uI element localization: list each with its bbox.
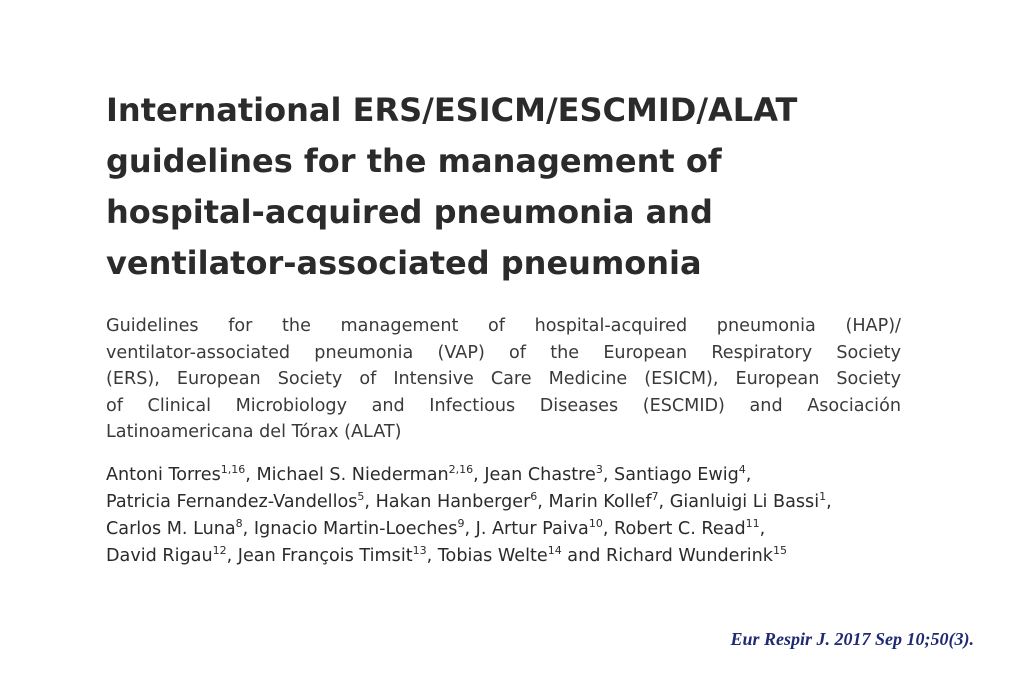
author-name: Marin Kollef: [548, 492, 652, 512]
author-name: Carlos M. Luna: [106, 519, 236, 539]
author-name: Ignacio Martin-Loeches: [253, 519, 458, 539]
author-separator: ,: [602, 519, 615, 539]
author-separator: ,: [826, 492, 832, 512]
title-line: hospital-acquired pneumonia and: [106, 193, 713, 231]
author-affiliation: 7: [651, 490, 659, 503]
author-separator: ,: [473, 465, 485, 485]
author-affiliation: 5: [357, 490, 365, 503]
author-name: Michael S. Niederman: [256, 465, 449, 485]
author-affiliation: 2,16: [448, 463, 474, 476]
author: [670, 492, 826, 512]
author-affiliation: 10: [588, 517, 603, 530]
subtitle-line: (ERS), European Society of Intensive Care Medicine (ESICM), European Society: [106, 369, 901, 389]
author-name: Jean Chastre: [484, 465, 596, 485]
subtitle-line: Latinoamericana del Tórax (ALAT): [106, 422, 402, 442]
author-affiliation: 9: [457, 517, 465, 530]
author-name: Gianluigi Li Bassi: [669, 492, 820, 512]
paper-subtitle: [106, 313, 901, 446]
author: [256, 465, 473, 485]
author-separator: ,: [464, 519, 476, 539]
author-separator: ,: [226, 546, 238, 566]
author: [106, 465, 245, 485]
title-line: guidelines for the management of: [106, 142, 722, 180]
author: [106, 519, 243, 539]
author-name: Jean François Timsit: [237, 546, 413, 566]
author: [106, 546, 227, 566]
author-affiliation: 8: [235, 517, 243, 530]
author-name: Antoni Torres: [106, 465, 221, 485]
author-affiliation: 6: [530, 490, 538, 503]
author-separator: ,: [745, 465, 752, 485]
author: [606, 546, 787, 566]
author-separator: ,: [426, 546, 438, 566]
title-line: International ERS/ESICM/ESCMID/ALAT: [106, 91, 798, 129]
author-separator: ,: [759, 519, 766, 539]
author: [484, 465, 603, 485]
author-name: Hakan Hanberger: [375, 492, 531, 512]
author-name: David Rigau: [106, 546, 213, 566]
author: [476, 519, 603, 539]
author-affiliation: 11: [745, 517, 760, 530]
author-separator: ,: [364, 492, 376, 512]
subtitle-line: ventilator-associated pneumonia (VAP) of the European Respiratory Society: [106, 342, 901, 363]
author-affiliation: 3: [595, 463, 603, 476]
author-name: Patricia Fernandez-Vandellos: [106, 492, 358, 512]
author-line: [106, 516, 906, 543]
author: [238, 546, 427, 566]
author-name: Robert C. Read: [614, 519, 746, 539]
author-affiliation: 13: [412, 544, 427, 557]
author-affiliation: 14: [547, 544, 562, 557]
author: [614, 519, 760, 539]
title-line: ventilator-associated pneumonia: [106, 244, 702, 282]
author-name: Tobias Welte: [437, 546, 548, 566]
author: [254, 519, 465, 539]
author-name: J. Artur Paiva: [475, 519, 589, 539]
author-affiliation: 15: [772, 544, 787, 557]
author-line: [106, 489, 906, 516]
author: [438, 546, 562, 566]
author: [614, 465, 746, 485]
author-separator: ,: [537, 492, 549, 512]
author-separator: ,: [658, 492, 670, 512]
author: [376, 492, 538, 512]
author-separator: ,: [602, 465, 615, 485]
author-name: Richard Wunderink: [606, 546, 773, 566]
author-affiliation: 1,16: [220, 463, 246, 476]
author: [548, 492, 658, 512]
subtitle-line: of Clinical Microbiology and Infectious Diseases (ESCMID) and Asociación: [106, 395, 901, 416]
author-list: [106, 462, 906, 570]
author-line: [106, 462, 906, 489]
author-affiliation: 12: [212, 544, 227, 557]
author-affiliation: 1: [819, 490, 827, 503]
journal-citation: Eur Respir J. 2017 Sep 10;50(3).: [730, 629, 974, 649]
author-line: [106, 543, 906, 570]
subtitle-line: Guidelines for the management of hospital-acquired pneumonia (HAP)/: [106, 316, 901, 336]
author: [106, 492, 364, 512]
author-separator: ,: [245, 465, 257, 485]
author-separator: and: [561, 546, 607, 566]
author-separator: ,: [242, 519, 254, 539]
paper-title: [106, 85, 906, 289]
author-name: Santiago Ewig: [614, 465, 739, 485]
author-affiliation: 4: [738, 463, 746, 476]
